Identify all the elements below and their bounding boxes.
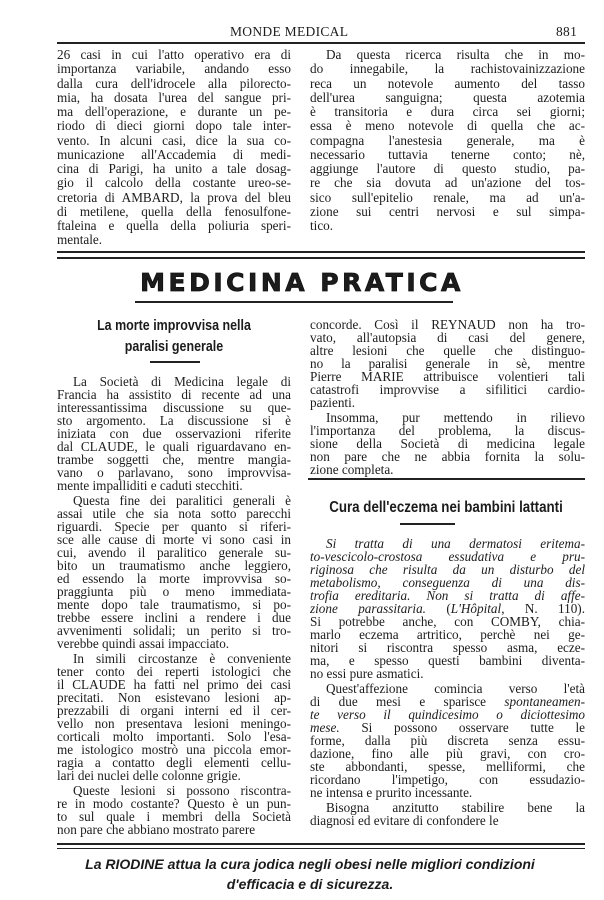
text-line: me istologico mostrò una piccola emor- [57,742,291,757]
text-line: trebbe essere inclini a rendere i due [57,610,291,625]
text: no essi pure asmatici. [310,666,424,681]
text-line: catastrofi improvvise a sifilitici cardio- [310,382,585,397]
text-line: assai utile che sia nota sotto parecchi [57,506,291,521]
header-rule [57,42,585,44]
article1-title-line: La morte improvvisa nella [97,318,251,334]
footer-ad-line: La RIODINE attua la cura jodica negli obesi nelle migliori condizioni [85,856,535,872]
article1-left-column [57,375,291,838]
text-line: dalla cura dell'idrocele alla pilorecto- [57,75,291,91]
text-line: re in modo costante? Questo è un pun- [57,796,291,811]
text-line: prezzabili di organi interni ed il cer- [57,703,291,718]
italic-text: trofia ereditaria. Non si tratta di affe- [310,588,585,603]
text-line: concorde. Così il REYNAUD non ha tro- [310,317,585,332]
text-line: cui, avendo il paralitico generale su- [57,545,291,560]
text-line: no la paralisi generale in sè, mentre [310,356,585,371]
text-line: iniziata con due osservazioni riferite [57,426,291,441]
italic-text: te verso il quindicesimo o diciottesimo [310,707,585,722]
paragraph [310,537,585,680]
text-line: avvenimenti solidali; un perito si tro- [57,623,291,638]
text-line: Da questa ricerca risulta che in mo- [326,47,585,62]
section-title: MEDICINA PRATICA [140,268,464,297]
text-line [310,667,585,680]
paragraph [57,784,291,836]
text-line: verebbe quindi assai impacciato. [57,636,230,651]
text-line: dell'urea sanguigna; questa azotemia [310,89,585,105]
paragraph [57,48,291,248]
paragraph [310,318,585,409]
text-line: mente dopo tale traumatismo, si po- [57,597,291,612]
italic-text: to-vescicolo-crostosa essudativa e pru- [310,549,585,564]
footer-ad-line: d'efficacia e di sicurezza. [226,876,394,892]
text-line: sto argomento. La discussione si è [57,413,291,428]
text: Si possono osservare tutte le [339,720,585,735]
text-line: sce alle cause di morte vi sono casi in [57,532,291,547]
text: diagnosi ed evitare di confondere le [310,813,499,828]
text-line: municazione all'Accademia di medi- [57,146,291,162]
article2-title-rule [400,523,455,525]
text-line: cretoria di AMBARD, la prova del bleu [57,189,291,205]
article1-title-line: paralisi generale [124,339,224,355]
text-line: dal CLAUDE, le quali riguardavano en- [57,439,291,454]
page-number: 881 [556,24,578,39]
section-rule-top [57,251,585,253]
text-line: Queste lesioni si possono riscontra- [73,783,291,798]
text-line: ftaleina e quella della poliuria speri- [57,218,291,233]
paragraph [57,652,291,782]
top-left-column [57,48,291,251]
italic-text: mese. [310,720,340,735]
text: ( [425,601,451,616]
running-header-title: MONDE MEDICAL [230,24,349,39]
text-line: bito un traumatismo anche leggiero, [57,558,291,573]
text: Bisogna anzitutto stabilire bene la [326,800,585,815]
section-title-underline [135,301,453,303]
text-line: lari dei nuclei delle colonne grigie. [57,768,241,783]
text: Si potrebbe anche, con COMBY, chia- [310,614,585,629]
text: Quest'affezione comincia verso l'età [326,681,585,696]
section-rule-bottom [57,257,585,259]
text-line: re che sia dovuta ad un'azione del tos- [310,175,585,191]
text-line: mia, ha dosata l'urea del sangue pri- [57,89,291,105]
article1-right-column [310,318,585,478]
article-separator-rule [308,478,585,480]
text-line: sione della Società di medicina legale [310,436,585,451]
text-line: ed essendo la morte improvvisa so- [57,571,291,586]
article2-body [310,537,585,829]
text-line: zione sui centri nervosi e sul simpa- [310,203,585,219]
article1-title [73,316,274,358]
italic-text: L'Hôpital [450,601,502,616]
text: ricordano l'impetigo, con essudazio- [310,772,585,787]
text-line: altre lesioni che quelle che distinguo- [310,343,585,358]
text-line: non pare che ne abbia fornita la solu- [310,449,585,464]
text-line: gio il calcolo della costante ureo-se- [57,175,291,191]
text-line: riguardi. Specie per quanto si riferi- [57,519,291,534]
text-line: pazienti. [310,395,356,410]
text-line: 26 casi in cui l'atto operativo era di [57,47,291,62]
text: ma, e spesso questi bambini diventa- [310,653,585,668]
text: dazione, fino alle più gravi, con cro- [310,746,585,761]
text-line [310,814,585,827]
text-line: trambe soggetti che, mentre mangia- [57,452,291,467]
text-line: ragia a contatto degli elementi cellu- [57,755,291,770]
text-line: aggiunge l'autore di questo studio, pa- [310,161,585,176]
text-line: compagna l'anestesia generale, ma è [310,132,585,148]
text-line: importanza variabile, andando esso [57,61,291,77]
paragraph [57,375,291,492]
text-line: zione completa. [310,462,394,477]
text-line: essa è meno notevole di quella che ac- [310,118,585,134]
text-line: Insomma, pur mettendo in rilievo [326,410,585,425]
text-line: In simili circostanze è conveniente [73,651,291,666]
text-line: interessantissima discussione su que- [57,400,291,415]
paragraph [57,494,291,650]
text-line: sico sull'epitelio renale, ma ad un'a- [310,189,585,205]
text-line: Pierre MARIE attribuisce volentieri tali [310,369,585,384]
text-line: è transitoria e dura circa sei giorni; [310,104,585,119]
text-line: La Società di Medicina legale di [73,374,291,389]
text-line: l'importanza del problema, la discus- [310,423,585,438]
text-line: tico. [310,218,334,233]
footer-advertisement [40,854,580,894]
text: marlo eczema artritico, perchè nei ge- [310,627,585,642]
text-line: precitati. Non esistevano lesioni ap- [57,690,291,705]
text-line: ma dell'operazione, e durante un pe- [57,104,291,119]
text-line: necessario tuttavia tenerne conto; nè, [310,146,585,162]
article1-title-rule [150,361,200,363]
text-line: cina di Parigi, ha unito a tale dosag- [57,161,291,176]
text-line: tener conto dei reperti istologici che [57,664,291,679]
top-right-column [310,48,585,236]
article2-title: Cura dell'eczema nei bambini lattanti [329,499,563,516]
text-line: vello non presentava lesioni meningo- [57,716,291,731]
italic-text: Si tratta di una dermatosi eritema- [326,536,585,551]
text-line: mente impalliditi e caduti stecchiti. [57,478,243,493]
text-line [310,786,585,799]
text-line: Francia ha assistito di recente ad una [57,387,291,402]
italic-text: riginosa che risulta da un disturbo del [310,562,585,577]
paragraph [310,801,585,827]
text-line: vento. In alcuni casi, dice la sua co- [57,132,291,148]
text-line: vato, all'autopsia di casi del genere, [310,330,585,345]
text: nitori si riscontra spesso asma, ecze- [310,640,585,655]
paragraph [310,682,585,799]
text-line: corticali molto importanti. Solo l'esa- [57,729,291,744]
text-line: il CLAUDE ha fatti nel primo dei casi [57,677,291,692]
paragraph [310,48,585,233]
text-line: do innegabile, la rachistovainizzazione [310,61,585,77]
text-line: mentale. [57,232,103,248]
text-line: reca un notevole aumento del tasso [310,75,585,91]
text-line: praggiunta più o meno immediata- [57,584,291,599]
italic-text: zione parassitaria. [310,601,426,616]
italic-text: metabolismo, conseguenza di una dis- [310,575,585,590]
text-line: vano o parlavano, sono improvvisa- [57,465,291,480]
text-line: non pare che abbiano mostrato parere [57,822,256,837]
text-line: riodo di dieci giorni dopo tale inter- [57,118,291,134]
text: ne intensa e prurito incessante. [310,785,473,800]
italic-text: spontaneamen- [504,694,585,709]
text: , N. 110). [501,601,585,616]
text-line: to sul quale i membri della Società [57,809,291,824]
text-line: Questa fine dei paralitici generali è [73,493,291,508]
text-line: di metilene, quella della fenosulfone- [57,203,291,219]
text: ste abbondanti, spesse, melliformi, che [310,759,585,774]
paragraph [310,411,585,476]
text: forme, dalla più discreta senza essu- [310,733,585,748]
footer-rule-bottom [57,848,585,849]
footer-rule-top [57,843,585,845]
text: di due mesi e sparisce [310,694,505,709]
